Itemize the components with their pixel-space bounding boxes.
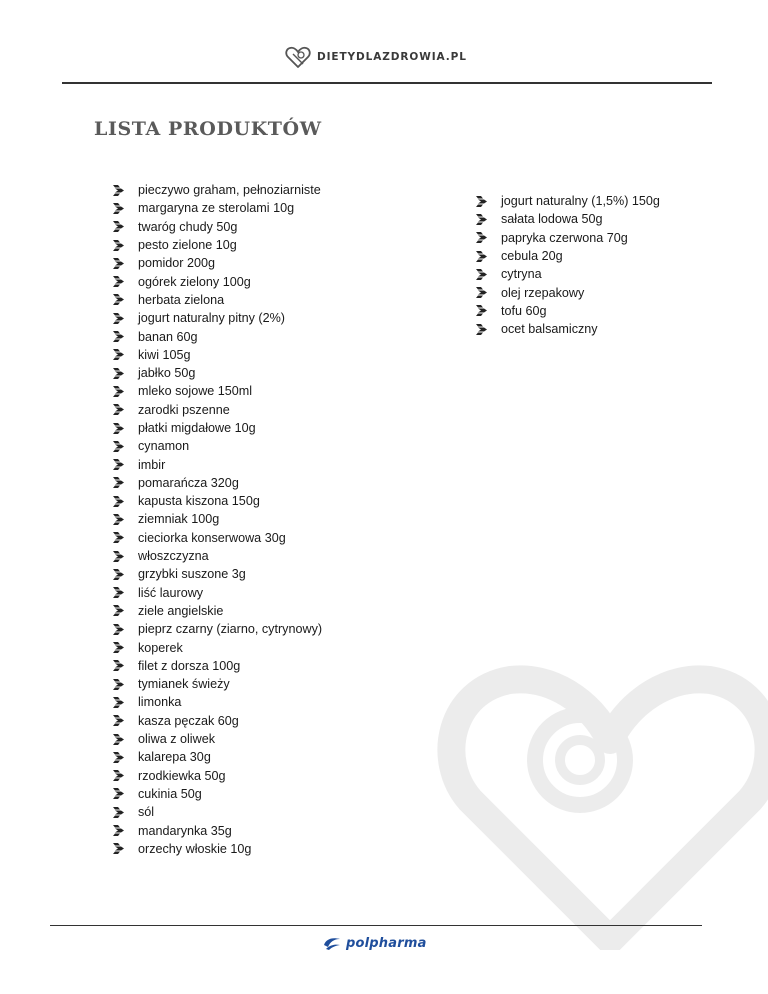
list-item (113, 547, 322, 565)
list-item (113, 712, 322, 730)
arrow-bullet-icon (113, 788, 124, 799)
arrow-bullet-icon (113, 807, 124, 818)
product-name: pomarańcza 320g (138, 475, 239, 490)
arrow-bullet-icon (113, 715, 124, 726)
product-name: cynamon (138, 439, 190, 454)
list-item (113, 821, 322, 839)
arrow-bullet-icon (476, 251, 487, 262)
product-name: kalarepa 30g (138, 750, 211, 765)
list-item (113, 565, 322, 583)
list-item (113, 748, 322, 766)
arrow-bullet-icon (113, 331, 124, 342)
arrow-bullet-icon (113, 185, 124, 196)
product-name: jogurt naturalny pitny (2%) (138, 311, 285, 326)
brand-name: DIETYDLAZDROWIA.PL (317, 51, 467, 63)
product-name: jabłko 50g (138, 366, 196, 381)
list-item (113, 693, 322, 711)
product-name: margaryna ze sterolami 10g (138, 201, 295, 216)
list-item (113, 272, 322, 290)
arrow-bullet-icon (113, 404, 124, 415)
arrow-bullet-icon (113, 569, 124, 580)
arrow-bullet-icon (113, 843, 124, 854)
list-item (113, 364, 322, 382)
arrow-bullet-icon (113, 349, 124, 360)
list-item (113, 492, 322, 510)
list-item (476, 247, 660, 265)
arrow-bullet-icon (113, 587, 124, 598)
arrow-bullet-icon (476, 287, 487, 298)
list-item (113, 419, 322, 437)
product-list-left (113, 181, 322, 858)
product-name: pomidor 200g (138, 256, 216, 271)
product-name: grzybki suszone 3g (138, 567, 246, 582)
polpharma-logo-icon (322, 935, 342, 951)
header-logo (285, 45, 467, 69)
product-name: sól (138, 805, 155, 820)
arrow-bullet-icon (113, 477, 124, 488)
product-name: filet z dorsza 100g (138, 658, 241, 673)
product-name: ocet balsamiczny (501, 322, 598, 337)
product-name: rzodkiewka 50g (138, 768, 226, 783)
list-item (113, 529, 322, 547)
product-name: banan 60g (138, 329, 198, 344)
arrow-bullet-icon (113, 532, 124, 543)
arrow-bullet-icon (476, 232, 487, 243)
arrow-bullet-icon (113, 825, 124, 836)
list-item (113, 401, 322, 419)
arrow-bullet-icon (113, 386, 124, 397)
list-item (476, 302, 660, 320)
list-item (113, 236, 322, 254)
list-item (476, 229, 660, 247)
arrow-bullet-icon (476, 196, 487, 207)
product-name: włoszczyzna (138, 549, 209, 564)
product-name: cukinia 50g (138, 786, 202, 801)
arrow-bullet-icon (113, 313, 124, 324)
product-name: twaróg chudy 50g (138, 219, 238, 234)
heart-logo-icon (285, 45, 311, 69)
product-name: mleko sojowe 150ml (138, 384, 253, 399)
list-item (113, 346, 322, 364)
product-name: jogurt naturalny (1,5%) 150g (501, 194, 660, 209)
heart-watermark-icon (430, 650, 768, 950)
arrow-bullet-icon (113, 605, 124, 616)
product-name: cytryna (501, 267, 542, 282)
product-name: koperek (138, 640, 183, 655)
product-name: pesto zielone 10g (138, 238, 237, 253)
product-name: zarodki pszenne (138, 402, 230, 417)
product-name: herbata zielona (138, 292, 225, 307)
product-name: kiwi 105g (138, 347, 191, 362)
arrow-bullet-icon (113, 734, 124, 745)
arrow-bullet-icon (113, 551, 124, 562)
arrow-bullet-icon (476, 214, 487, 225)
product-name: papryka czerwona 70g (501, 230, 628, 245)
product-name: liść laurowy (138, 585, 204, 600)
footer-brand: polpharma (346, 935, 427, 951)
product-list-right (476, 192, 660, 338)
arrow-bullet-icon (476, 324, 487, 335)
product-name: płatki migdałowe 10g (138, 421, 256, 435)
arrow-bullet-icon (113, 752, 124, 763)
arrow-bullet-icon (113, 441, 124, 452)
product-name: tofu 60g (501, 303, 547, 318)
arrow-bullet-icon (476, 305, 487, 316)
bottom-divider (50, 925, 702, 926)
list-item (113, 803, 322, 821)
list-item (113, 327, 322, 345)
arrow-bullet-icon (113, 624, 124, 635)
list-item (476, 320, 660, 338)
footer-logo (322, 935, 427, 951)
list-item (476, 283, 660, 301)
arrow-bullet-icon (113, 770, 124, 781)
product-name: mandarynka 35g (138, 823, 232, 838)
arrow-bullet-icon (113, 496, 124, 507)
arrow-bullet-icon (113, 679, 124, 690)
arrow-bullet-icon (113, 203, 124, 214)
product-name: oliwa z oliwek (138, 732, 215, 747)
product-name: ziemniak 100g (138, 512, 220, 527)
product-name: orzechy włoskie 10g (138, 841, 252, 856)
list-item (113, 657, 322, 675)
product-name: cieciorka konserwowa 30g (138, 530, 286, 545)
top-divider (62, 82, 712, 84)
list-item (113, 620, 322, 638)
arrow-bullet-icon (113, 368, 124, 379)
product-name: limonka (138, 695, 182, 710)
arrow-bullet-icon (113, 276, 124, 287)
list-item (113, 602, 322, 620)
list-item (476, 210, 660, 228)
product-name: tymianek świeży (138, 677, 230, 692)
list-item (113, 199, 322, 217)
product-name: kapusta kiszona 150g (138, 494, 260, 509)
list-item (476, 192, 660, 210)
list-item (476, 265, 660, 283)
arrow-bullet-icon (113, 221, 124, 232)
page-title: LISTA PRODUKTÓW (94, 118, 322, 140)
arrow-bullet-icon (113, 660, 124, 671)
list-item (113, 785, 322, 803)
list-item (113, 291, 322, 309)
arrow-bullet-icon (113, 294, 124, 305)
list-item (113, 474, 322, 492)
product-name: pieczywo graham, pełnoziarniste (138, 183, 321, 198)
arrow-bullet-icon (113, 642, 124, 653)
arrow-bullet-icon (113, 459, 124, 470)
product-name: ogórek zielony 100g (138, 274, 251, 289)
arrow-bullet-icon (113, 514, 124, 525)
arrow-bullet-icon (476, 269, 487, 280)
list-item (113, 455, 322, 473)
list-item (113, 767, 322, 785)
product-name: kasza pęczak 60g (138, 713, 239, 728)
product-name: olej rzepakowy (501, 285, 585, 300)
list-item (113, 638, 322, 656)
list-item (113, 675, 322, 693)
list-item (113, 309, 322, 327)
list-item (113, 218, 322, 236)
product-name: ziele angielskie (138, 603, 224, 618)
list-item (113, 254, 322, 272)
list-item (113, 584, 322, 602)
product-name: pieprz czarny (ziarno, cytrynowy) (138, 622, 323, 637)
list-item (113, 181, 322, 199)
list-item (113, 382, 322, 400)
list-item (113, 437, 322, 455)
list-item (113, 730, 322, 748)
product-name: sałata lodowa 50g (501, 212, 603, 227)
arrow-bullet-icon (113, 697, 124, 708)
arrow-bullet-icon (113, 258, 124, 269)
arrow-bullet-icon (113, 240, 124, 251)
list-item (113, 510, 322, 528)
product-name: imbir (138, 457, 166, 472)
arrow-bullet-icon (113, 423, 124, 434)
product-name: cebula 20g (501, 249, 563, 264)
list-item (113, 840, 322, 858)
